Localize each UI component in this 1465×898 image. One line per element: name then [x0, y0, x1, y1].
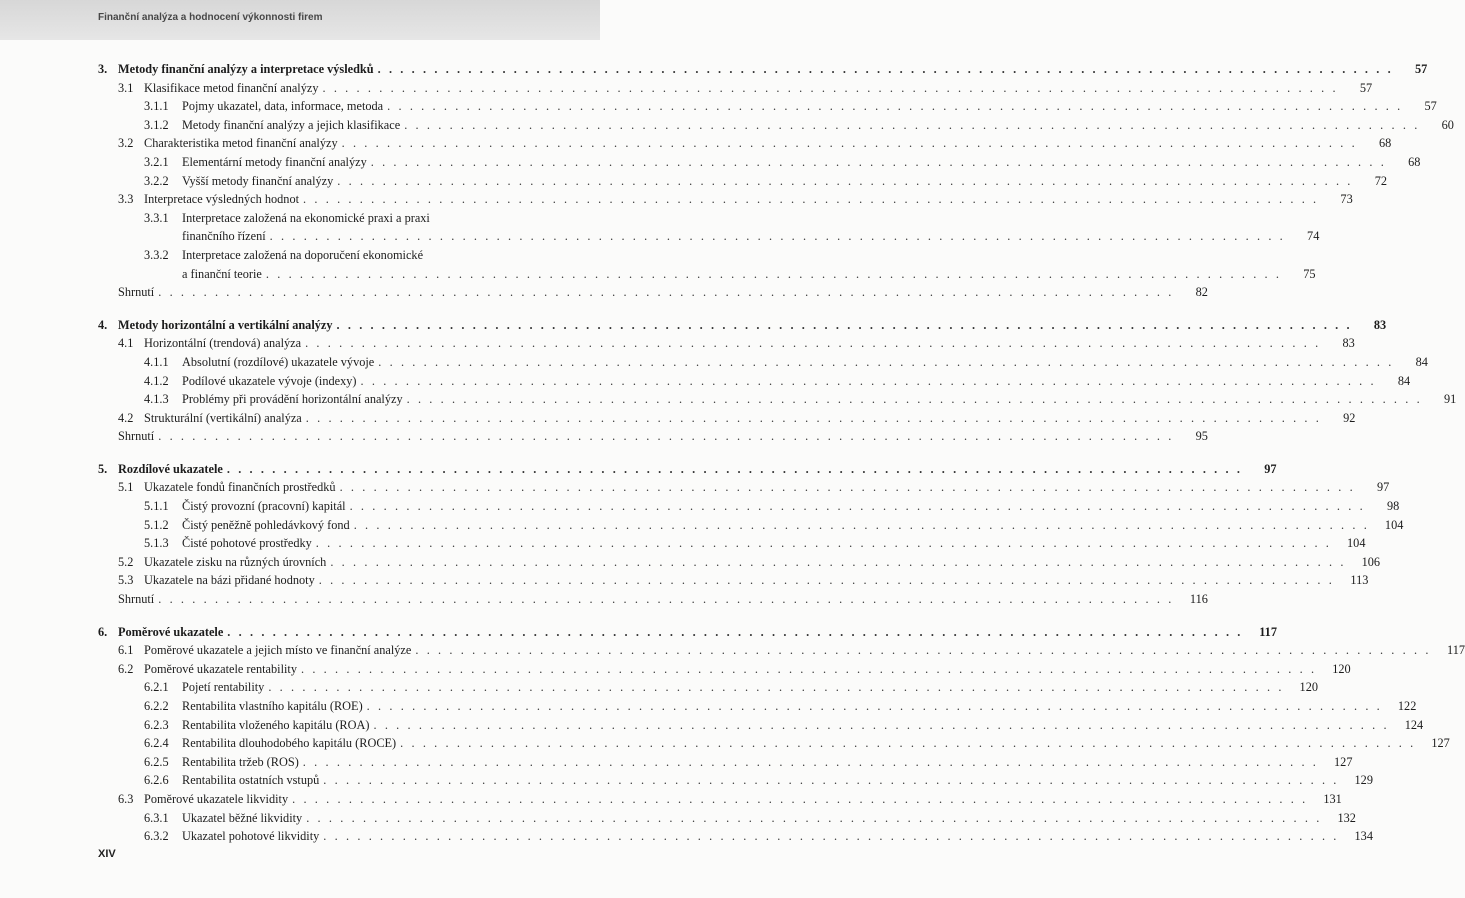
toc-entry-page: 73 [1340, 192, 1353, 207]
toc-entry [0, 516, 1404, 535]
toc-entry-number: 6.2.5 [144, 754, 169, 769]
toc-entry-number: 6.3.1 [144, 810, 169, 825]
toc-entry-number: 6.2.6 [144, 773, 169, 788]
toc-entry [0, 697, 1417, 716]
toc-entry-title: Vyšší metody finanční analýzy [182, 173, 334, 188]
toc-chapter [0, 623, 1465, 846]
toc-entry-title: a finanční teorie [182, 266, 262, 281]
toc-entry-page: 83 [1342, 336, 1355, 351]
toc-entry-number: 3.2 [118, 136, 134, 151]
toc-entry-title: Pojetí rentability [182, 680, 265, 695]
toc-entry [0, 409, 1356, 428]
toc-entry-number: 3.1.1 [144, 99, 169, 114]
toc-entry-title: Shrnutí [118, 285, 155, 300]
toc-entry-number: 3.3 [118, 192, 134, 207]
dot-leader: . . . . . . . . . . . . . . . . . . . . . . . . . . . . . . . . . . . . . . . . . . . . . . . . . . . . . . . . . . . . . . . . . . . . . . . . . . . . . . . . . . . . . . . . . . [353, 517, 1370, 532]
toc-entry-page: 127 [1431, 736, 1450, 751]
toc-entry [0, 265, 1316, 284]
toc-entry [0, 190, 1353, 209]
toc-entry-title: Shrnutí [118, 429, 155, 444]
toc-entry-page: 57 [1415, 62, 1428, 76]
toc-entry-title: Metody finanční analýzy a jejich klasifikace [182, 117, 401, 132]
toc-entry [0, 460, 1277, 479]
toc-entry-number: 5.3 [118, 573, 134, 588]
toc-entry-title: Rentabilita vloženého kapitálu (ROA) [182, 717, 370, 732]
toc-entry-title: Ukazatel běžné likvidity [182, 810, 303, 825]
dot-leader: . . . . . . . . . . . . . . . . . . . . . . . . . . . . . . . . . . . . . . . . . . . . . . . . . . . . . . . . . . . . . . . . . . . . . . . . . . . . . . . . . . . . . . . . . . [302, 754, 1319, 769]
dot-leader: . . . . . . . . . . . . . . . . . . . . . . . . . . . . . . . . . . . . . . . . . . . . . . . . . . . . . . . . . . . . . . . . . . . . . . . . . . . . . . . . . . . . . . . . . . [305, 410, 1322, 425]
toc-entry [0, 134, 1392, 153]
toc-entry-number: 3.2.1 [144, 154, 169, 169]
dot-leader: . . . . . . . . . . . . . . . . . . . . . . . . . . . . . . . . . . . . . . . . . . . . . . . . . . . . . . . . . . . . . . . . . . . . . . . . . . . . . . . . . . . . . . . . . . [318, 573, 1335, 588]
toc-entry-page: 134 [1354, 829, 1373, 844]
toc-entry-title: Rentabilita dlouhodobého kapitálu (ROCE) [182, 736, 397, 751]
toc-entry-page: 97 [1264, 461, 1277, 476]
toc-entry-page: 91 [1444, 392, 1457, 407]
toc-entry [0, 227, 1320, 246]
toc-entry [0, 571, 1369, 590]
toc-entry-number: 3.3.1 [144, 210, 169, 225]
toc-entry-number: 5.1.2 [144, 517, 169, 532]
toc-entry-title: Interpretace založená na ekonomické praxi a praxi [182, 210, 430, 225]
toc-entry [0, 209, 554, 228]
dot-leader: . . . . . . . . . . . . . . . . . . . . . . . . . . . . . . . . . . . . . . . . . . . . . . . . . . . . . . . . . . . . . . . . . . . . . . . . . . . . . . . . . . . . . . . . . . [305, 336, 1321, 351]
toc-entry [0, 172, 1387, 191]
toc-entry-page: 127 [1334, 754, 1353, 769]
dot-leader: . . . . . . . . . . . . . . . . . . . . . . . . . . . . . . . . . . . . . . . . . . . . . . . . . . . . . . . . . . . . . . . . . . . . . . . . . . . . . . . . . . . . . . . . . . [323, 773, 1339, 788]
toc-entry-number: 6.2.2 [144, 699, 169, 713]
toc-entry-page: 97 [1376, 480, 1390, 495]
toc-entry-title: Ukazatel pohotové likvidity [182, 829, 320, 844]
toc-entry-page: 131 [1323, 791, 1342, 806]
toc-entry-page: 104 [1347, 536, 1366, 551]
toc-entry-title: Čistý peněžně pohledávkový fond [182, 517, 350, 532]
toc-entry-title: Ukazatele zisku na různých úrovních [144, 554, 327, 569]
dot-leader: . . . . . . . . . . . . . . . . . . . . . . . . . . . . . . . . . . . . . . . . . . . . . . . . . . . . . . . . . . . . . . . . . . . . . . . . . . . . . . . . . . . . . . . . . . [306, 810, 1322, 825]
dot-leader: . . . . . . . . . . . . . . . . . . . . . . . . . . . . . . . . . . . . . . . . . . . . . . . . . . . . . . . . . . . . . . . . . . . . . . . . . . . . . . . . . . . . . . . . . . [330, 554, 1347, 569]
dot-leader: . . . . . . . . . . . . . . . . . . . . . . . . . . . . . . . . . . . . . . . . . . . . . . . . . . . . . . . . . . . . . . . . . . . . . . . . . . . . . . . . . . . . . . . . . . [404, 117, 1420, 132]
dot-leader: . . . . . . . . . . . . . . . . . . . . . . . . . . . . . . . . . . . . . . . . . . . . . . . . . . . . . . . . . . . . . . . . . . . . . . . . . . . . . . . . . . . . . . . . . . [158, 285, 1174, 300]
toc-entry-page: 95 [1195, 429, 1208, 444]
toc-entry-number: 5.1 [118, 480, 134, 495]
toc-entry-number: 6.2.4 [144, 736, 169, 751]
dot-leader: . . . . . . . . . . . . . . . . . . . . . . . . . . . . . . . . . . . . . . . . . . . . . . . . . . . . . . . . . . . . . . . . . . . . . . . . . . . . . . . . . . . . . . . . . . [322, 80, 1339, 95]
toc-entry-page: 60 [1441, 117, 1454, 132]
toc-entry-page: 57 [1424, 99, 1437, 114]
toc-entry [0, 660, 1351, 679]
toc-entry-title: Rentabilita ostatních vstupů [182, 773, 320, 788]
toc-entry-number: 3. [98, 62, 108, 76]
toc-entry [0, 590, 1208, 609]
toc-entry [0, 623, 1277, 642]
toc-entry-number: 6.2.1 [144, 680, 169, 695]
toc-entry-page: 104 [1384, 517, 1404, 532]
toc-entry-number: 5.2 [118, 554, 134, 569]
toc-entry-number: 6.3.2 [144, 829, 169, 844]
toc-entry [0, 79, 1373, 98]
toc-entry [0, 116, 1454, 135]
toc-entry-page: 74 [1307, 229, 1320, 244]
toc-entry-page: 132 [1337, 810, 1356, 825]
toc-entry-title: Poměrové ukazatele a jejich místo ve finanční analýze [144, 643, 412, 658]
toc-entry [0, 790, 1342, 809]
toc-entry [0, 497, 1400, 516]
toc-entry-title: Metody horizontální a vertikální analýzy [118, 317, 333, 332]
dot-leader: . . . . . . . . . . . . . . . . . . . . . . . . . . . . . . . . . . . . . . . . . . . . . . . . . . . . . . . . . . . . . . . . . . . . . . . . . . . . . . . . . . . . . . . . . . [339, 480, 1356, 495]
toc-entry-number: 4.1.3 [144, 392, 169, 407]
dot-leader: . . . . . . . . . . . . . . . . . . . . . . . . . . . . . . . . . . . . . . . . . . . . . . . . . . . . . . . . . . . . . . . . . . . . . . . . . . . . . . . . . . . . . . . . . . [315, 536, 1332, 551]
dot-leader: . . . . . . . . . . . . . . . . . . . . . . . . . . . . . . . . . . . . . . . . . . . . . . . . . . . . . . . . . . . . . . . . . . . . . . . . . . . . . . . . . . . . . . . . . . [349, 499, 1366, 514]
dot-leader: . . . . . . . . . . . . . . . . . . . . . . . . . . . . . . . . . . . . . . . . . . . . . . . . . . . . . . . . . . . . . . . . . . . . . . . . . . . . . . . . . . . . . . . . . . [269, 229, 1286, 244]
dot-leader: . . . . . . . . . . . . . . . . . . . . . . . . . . . . . . . . . . . . . . . . . . . . . . . . . . . . . . . . . . . . . . . . . . . . . . . . . . . . . . . . . . . . . . . . . . [406, 392, 1423, 407]
toc-entry-page: 68 [1379, 136, 1392, 151]
toc-entry-title: Podílové ukazatele vývoje (indexy) [182, 373, 357, 388]
toc-entry-number: 4. [98, 317, 108, 332]
toc-entry-number: 4.1.1 [144, 354, 169, 369]
dot-leader: . . . . . . . . . . . . . . . . . . . . . . . . . . . . . . . . . . . . . . . . . . . . . . . . . . . . . . . . . . . . . . . . . . . . . . . . . . . . . . . . . . . . . . . . . . [387, 99, 1403, 114]
toc-entry-title: Ukazatele na bázi přidané hodnoty [144, 573, 315, 588]
toc-entry-title: Rentabilita tržeb (ROS) [182, 754, 299, 769]
toc-entry-number: 6.1 [118, 643, 134, 658]
toc-entry [0, 97, 1437, 116]
toc-chapter [0, 460, 1404, 609]
toc-entry [0, 478, 1390, 497]
dot-leader: . . . . . . . . . . . . . . . . . . . . . . . . . . . . . . . . . . . . . . . . . . . . . . . . . . . . . . . . . . . . . . . . . . . . . . . . . . . . . . . . . . . . . . . . . . [360, 373, 1377, 388]
toc-entry-title: Ukazatele fondů finančních prostředků [144, 480, 336, 495]
toc-entry-page: 122 [1397, 699, 1417, 713]
dot-leader: . . . . . . . . . . . . . . . . . . . . . . . . . . . . . . . . . . . . . . . . . . . . . . . . . . . . . . . . . . . . . . . . . . . . . . . . . . . . . . . . . . . . . . . . . . [378, 354, 1394, 369]
toc-entry [0, 353, 1428, 372]
dot-leader: . . . . . . . . . . . . . . . . . . . . . . . . . . . . . . . . . . . . . . . . . . . . . . . . . . . . . . . . . . . . . . . . . . . . . . . . . . . . . . . . . . . . . . . . . . [377, 62, 1394, 76]
dot-leader: . . . . . . . . . . . . . . . . . . . . . . . . . . . . . . . . . . . . . . . . . . . . . . . . . . . . . . . . . . . . . . . . . . . . . . . . . . . . . . . . . . . . . . . . . . [292, 791, 1308, 806]
toc-entry-page: 98 [1386, 499, 1400, 514]
toc-entry [0, 334, 1355, 353]
dot-leader: . . . . . . . . . . . . . . . . . . . . . . . . . . . . . . . . . . . . . . . . . . . . . . . . . . . . . . . . . . . . . . . . . . . . . . . . . . . . . . . . . . . . . . . . . . [366, 699, 1383, 713]
dot-leader: . . . . . . . . . . . . . . . . . . . . . . . . . . . . . . . . . . . . . . . . . . . . . . . . . . . . . . . . . . . . . . . . . . . . . . . . . . . . . . . . . . . . . . . . . . [373, 717, 1390, 732]
dot-leader: . . . . . . . . . . . . . . . . . . . . . . . . . . . . . . . . . . . . . . . . . . . . . . . . . . . . . . . . . . . . . . . . . . . . . . . . . . . . . . . . . . . . . . . . . . [370, 154, 1387, 169]
dot-leader: . . . . . . . . . . . . . . . . . . . . . . . . . . . . . . . . . . . . . . . . . . . . . . . . . . . . . . . . . . . . . . . . . . . . . . . . . . . . . . . . . . . . . . . . . . [300, 661, 1317, 676]
toc-entry-title: Strukturální (vertikální) analýza [144, 410, 302, 425]
toc-entry-page: 72 [1374, 173, 1387, 188]
toc-entry-number: 6.3 [118, 791, 134, 806]
toc-entry-number: 6.2.3 [144, 717, 169, 732]
toc-entry-title: Horizontální (trendová) analýza [144, 336, 302, 351]
toc-entry-page: 129 [1354, 773, 1373, 788]
toc-entry [0, 827, 1373, 846]
toc-entry-title: Poměrové ukazatele [118, 624, 224, 639]
toc-entry [0, 753, 1353, 772]
toc-entry-title: Pojmy ukazatel, data, informace, metoda [182, 99, 384, 114]
toc-entry-title: Problémy při provádění horizontální analýzy [182, 392, 403, 407]
toc-entry [0, 283, 1208, 302]
toc-entry-number: 3.1 [118, 80, 134, 95]
toc-entry-number: 3.3.2 [144, 247, 169, 262]
toc-entry [0, 734, 1450, 753]
dot-leader: . . . . . . . . . . . . . . . . . . . . . . . . . . . . . . . . . . . . . . . . . . . . . . . . . . . . . . . . . . . . . . . . . . . . . . . . . . . . . . . . . . . . . . . . . . [226, 461, 1243, 476]
table-of-contents [0, 60, 1465, 860]
page-folio: XIV [98, 848, 116, 860]
toc-chapter [0, 60, 1454, 302]
toc-entry-title: Charakteristika metod finanční analýzy [144, 136, 338, 151]
toc-entry-page: 75 [1303, 266, 1316, 281]
toc-entry-page: 68 [1408, 154, 1421, 169]
toc-entry-page: 92 [1343, 410, 1356, 425]
toc-entry-page: 82 [1195, 285, 1208, 300]
dot-leader: . . . . . . . . . . . . . . . . . . . . . . . . . . . . . . . . . . . . . . . . . . . . . . . . . . . . . . . . . . . . . . . . . . . . . . . . . . . . . . . . . . . . . . . . . . [158, 592, 1174, 607]
toc-entry-title: Interpretace výsledných hodnot [144, 192, 300, 207]
toc-entry-number: 4.1 [118, 336, 134, 351]
dot-leader: . . . . . . . . . . . . . . . . . . . . . . . . . . . . . . . . . . . . . . . . . . . . . . . . . . . . . . . . . . . . . . . . . . . . . . . . . . . . . . . . . . . . . . . . . . [265, 266, 1282, 281]
toc-entry-title: Poměrové ukazatele rentability [144, 661, 297, 676]
toc-entry-page: 120 [1332, 661, 1351, 676]
toc-entry-number: 3.1.2 [144, 117, 169, 132]
dot-leader: . . . . . . . . . . . . . . . . . . . . . . . . . . . . . . . . . . . . . . . . . . . . . . . . . . . . . . . . . . . . . . . . . . . . . . . . . . . . . . . . . . . . . . . . . . [400, 736, 1416, 751]
toc-entry-page: 120 [1299, 680, 1318, 695]
toc-entry-page: 116 [1189, 592, 1208, 607]
toc-entry-page: 124 [1404, 717, 1424, 732]
toc-entry [0, 153, 1421, 172]
toc-entry [0, 641, 1465, 660]
toc-entry-title: Čisté pohotové prostředky [182, 536, 312, 551]
toc-entry [0, 316, 1387, 335]
dot-leader: . . . . . . . . . . . . . . . . . . . . . . . . . . . . . . . . . . . . . . . . . . . . . . . . . . . . . . . . . . . . . . . . . . . . . . . . . . . . . . . . . . . . . . . . . . [341, 136, 1358, 151]
toc-entry [0, 427, 1208, 446]
toc-entry [0, 678, 1318, 697]
dot-leader: . . . . . . . . . . . . . . . . . . . . . . . . . . . . . . . . . . . . . . . . . . . . . . . . . . . . . . . . . . . . . . . . . . . . . . . . . . . . . . . . . . . . . . . . . . [337, 173, 1353, 188]
toc-entry [0, 534, 1366, 553]
toc-entry-page: 117 [1447, 643, 1465, 658]
toc-entry-number: 5. [98, 461, 108, 476]
toc-entry-title: Metody finanční analýzy a interpretace výsledků [118, 62, 374, 76]
toc-entry [0, 809, 1356, 828]
dot-leader: . . . . . . . . . . . . . . . . . . . . . . . . . . . . . . . . . . . . . . . . . . . . . . . . . . . . . . . . . . . . . . . . . . . . . . . . . . . . . . . . . . . . . . . . . . [303, 192, 1319, 207]
toc-entry [0, 771, 1373, 790]
toc-entry [0, 390, 1457, 409]
toc-entry-page: 113 [1350, 573, 1369, 588]
toc-entry-number: 5.1.3 [144, 536, 169, 551]
toc-entry-title: Čistý provozní (pracovní) kapitál [182, 499, 346, 514]
toc-entry-title: Rentabilita vlastního kapitálu (ROE) [182, 699, 363, 713]
toc-entry-number: 6. [98, 624, 108, 639]
toc-entry-title: Klasifikace metod finanční analýzy [144, 80, 319, 95]
running-head: Finanční analýza a hodnocení výkonnosti firem [98, 12, 323, 23]
dot-leader: . . . . . . . . . . . . . . . . . . . . . . . . . . . . . . . . . . . . . . . . . . . . . . . . . . . . . . . . . . . . . . . . . . . . . . . . . . . . . . . . . . . . . . . . . . [227, 624, 1243, 639]
toc-entry-number: 3.2.2 [144, 173, 169, 188]
dot-leader: . . . . . . . . . . . . . . . . . . . . . . . . . . . . . . . . . . . . . . . . . . . . . . . . . . . . . . . . . . . . . . . . . . . . . . . . . . . . . . . . . . . . . . . . . . [336, 317, 1353, 332]
toc-entry-title: Rozdílové ukazatele [118, 461, 223, 476]
toc-entry-title: Absolutní (rozdílové) ukazatele vývoje [182, 354, 375, 369]
toc-entry [0, 716, 1424, 735]
toc-chapter [0, 316, 1457, 446]
toc-entry-page: 106 [1361, 554, 1381, 569]
toc-entry-page: 83 [1373, 317, 1387, 332]
toc-entry-page: 84 [1415, 354, 1428, 369]
toc-entry-number: 5.1.1 [144, 499, 169, 514]
dot-leader: . . . . . . . . . . . . . . . . . . . . . . . . . . . . . . . . . . . . . . . . . . . . . . . . . . . . . . . . . . . . . . . . . . . . . . . . . . . . . . . . . . . . . . . . . . [415, 643, 1432, 658]
dot-leader: . . . . . . . . . . . . . . . . . . . . . . . . . . . . . . . . . . . . . . . . . . . . . . . . . . . . . . . . . . . . . . . . . . . . . . . . . . . . . . . . . . . . . . . . . . [323, 829, 1339, 844]
dot-leader: . . . . . . . . . . . . . . . . . . . . . . . . . . . . . . . . . . . . . . . . . . . . . . . . . . . . . . . . . . . . . . . . . . . . . . . . . . . . . . . . . . . . . . . . . . [158, 429, 1174, 444]
toc-entry [0, 553, 1381, 572]
toc-entry [0, 372, 1411, 391]
toc-entry [0, 60, 1428, 79]
toc-entry-number: 6.2 [118, 661, 134, 676]
toc-entry-title: Shrnutí [118, 592, 155, 607]
toc-entry-title: Poměrové ukazatele likvidity [144, 791, 289, 806]
toc-entry-number: 4.2 [118, 410, 134, 425]
toc-entry-page: 117 [1259, 624, 1277, 639]
toc-entry-title: Interpretace založená na doporučení ekonomické [182, 247, 424, 262]
dot-leader: . . . . . . . . . . . . . . . . . . . . . . . . . . . . . . . . . . . . . . . . . . . . . . . . . . . . . . . . . . . . . . . . . . . . . . . . . . . . . . . . . . . . . . . . . . [268, 680, 1284, 695]
toc-entry-page: 84 [1397, 373, 1411, 388]
toc-entry-title: Elementární metody finanční analýzy [182, 154, 367, 169]
running-head-band [0, 0, 600, 40]
toc-entry-page: 57 [1359, 80, 1373, 95]
toc-entry-number: 4.1.2 [144, 373, 169, 388]
toc-entry-title: finančního řízení [182, 229, 266, 244]
toc-entry [0, 246, 554, 265]
